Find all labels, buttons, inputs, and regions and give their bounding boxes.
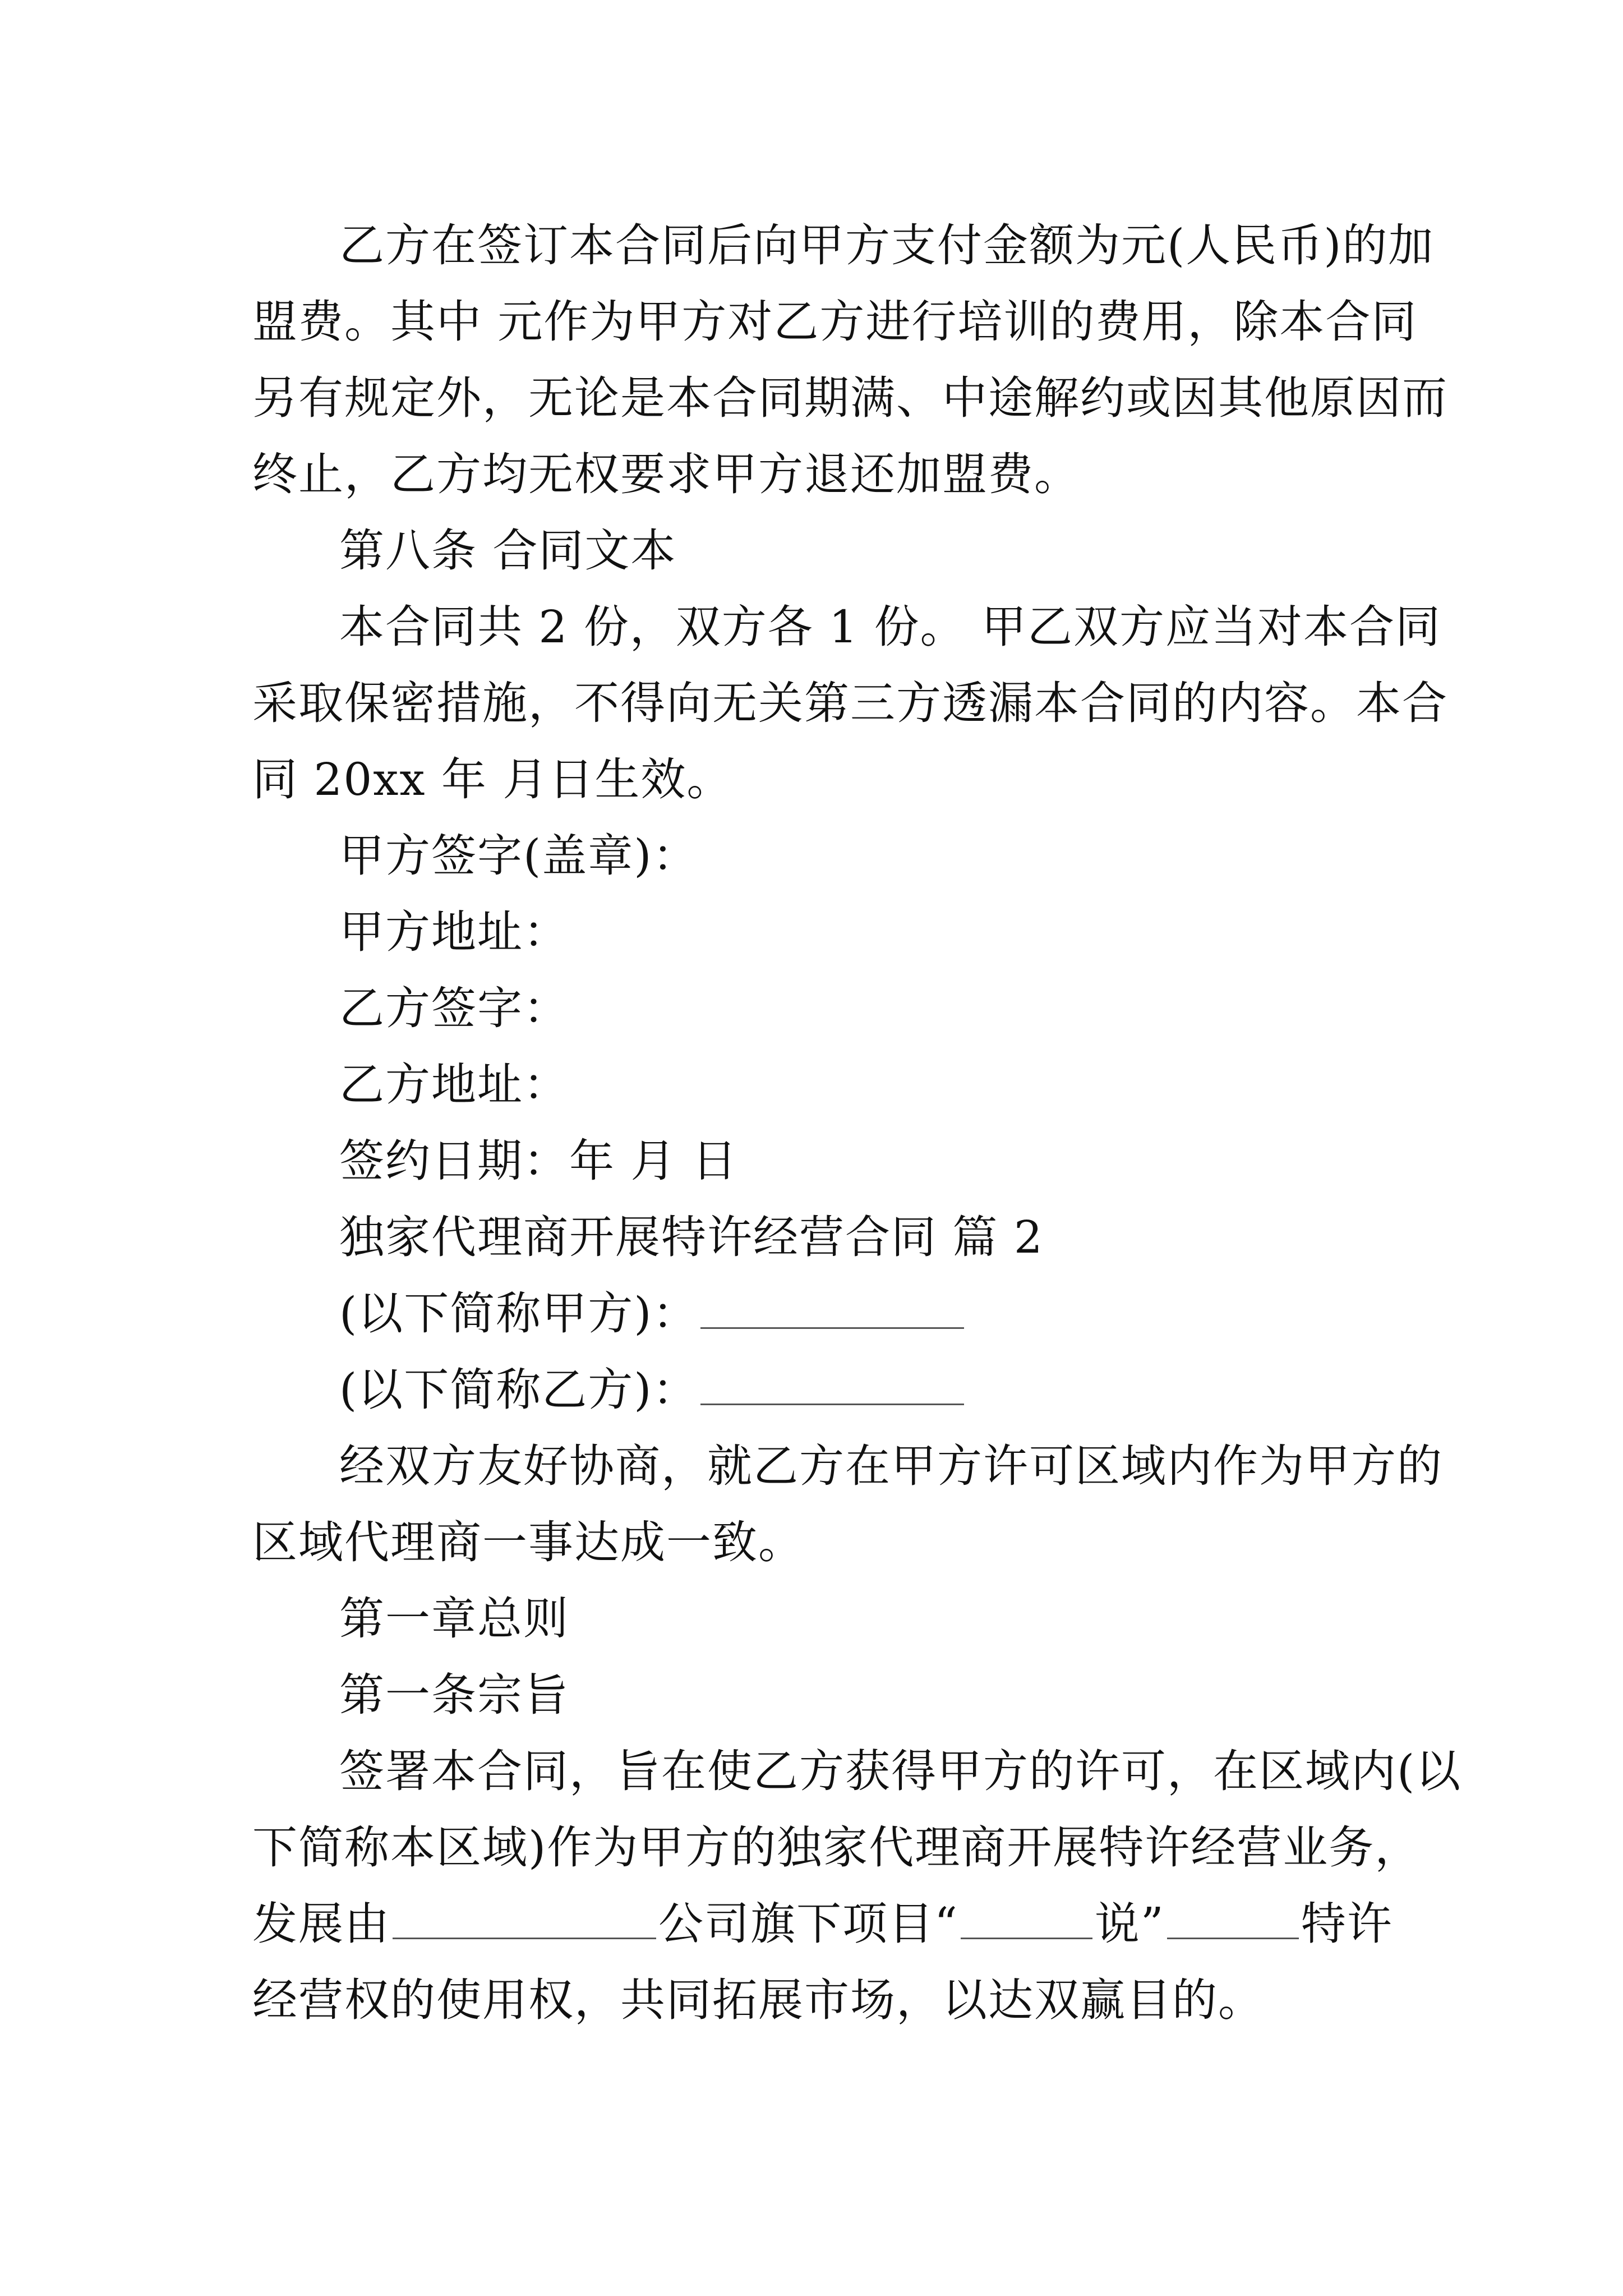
paragraph-1-line-2: 盟费。其中 元作为甲方对乙方进行培训的费用，除本合同 — [252, 296, 1418, 348]
article-8-heading: 第八条 合同文本 — [339, 524, 677, 577]
party-b-label: (以下简称乙方)： — [339, 1364, 699, 1416]
party-b-blank — [700, 1360, 964, 1405]
paragraph-4-line-3 — [252, 1890, 1393, 1958]
project-blank — [961, 1894, 1092, 1939]
company-blank — [393, 1894, 656, 1939]
party-a-blank — [700, 1283, 964, 1329]
paragraph-4-line-3-b: 公司旗下项目“ — [658, 1898, 958, 1950]
paragraph-1-line-4: 终止，乙方均无权要求甲方退还加盟费。 — [252, 448, 1080, 500]
chapter-1-heading: 第一章总则 — [339, 1593, 569, 1645]
paragraph-2-line-2: 采取保密措施，不得向无关第三方透漏本合同的内容。本合 — [252, 677, 1448, 729]
party-a-signature-label: 甲方签字(盖章)： — [339, 830, 699, 882]
party-a-label: (以下简称甲方)： — [339, 1287, 699, 1340]
paragraph-4-line-4: 经营权的使用权，共同拓展市场，以达双赢目的。 — [252, 1974, 1264, 2026]
paragraph-3-line-1: 经双方友好协商，就乙方在甲方许可区域内作为甲方的 — [339, 1440, 1443, 1492]
contract-2-title: 独家代理商开展特许经营合同 篇 2 — [339, 1211, 1044, 1263]
party-b-label-line — [339, 1356, 966, 1424]
party-b-signature-label: 乙方签字： — [339, 982, 569, 1034]
paragraph-4-line-3-c: 说” — [1094, 1898, 1165, 1950]
paragraph-4-line-3-d: 特许 — [1301, 1898, 1393, 1950]
franchise-blank — [1167, 1894, 1299, 1939]
paragraph-4-line-1: 签署本合同，旨在使乙方获得甲方的许可，在区域内(以 — [339, 1745, 1462, 1797]
party-b-address-label: 乙方地址： — [339, 1059, 569, 1111]
paragraph-1-line-1: 乙方在签订本合同后向甲方支付金额为元(人民币)的加 — [339, 219, 1435, 272]
article-1-heading: 第一条宗旨 — [339, 1669, 569, 1721]
sign-date-label: 签约日期：年 月 日 — [339, 1135, 738, 1187]
paragraph-2-line-1: 本合同共 2 份，双方各 1 份。 甲乙双方应当对本合同 — [339, 601, 1441, 653]
paragraph-3-line-2: 区域代理商一事达成一致。 — [252, 1516, 804, 1568]
paragraph-2-line-3: 同 20xx 年 月日生效。 — [252, 753, 733, 806]
paragraph-1-line-3: 另有规定外，无论是本合同期满、中途解约或因其他原因而 — [252, 372, 1448, 424]
paragraph-4-line-3-a: 发展由 — [252, 1898, 390, 1950]
party-a-label-line — [339, 1280, 966, 1347]
paragraph-4-line-2: 下简称本区域)作为甲方的独家代理商开展特许经营业务， — [252, 1821, 1421, 1874]
party-a-address-label: 甲方地址： — [339, 906, 569, 958]
